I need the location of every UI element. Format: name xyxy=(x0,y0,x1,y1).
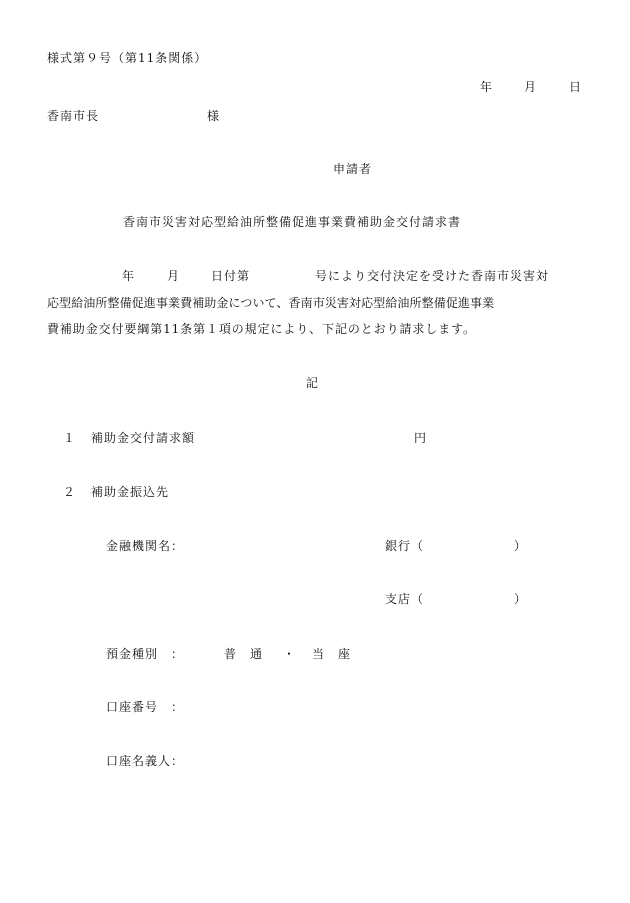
body-line3: 費補助金交付要綱第11条第１項の規定により、下記のとおり請求します。 xyxy=(47,322,476,336)
body-month: 月 xyxy=(167,269,181,283)
bank-close: ） xyxy=(514,539,528,553)
date-day: 日 xyxy=(569,80,583,94)
deposit-option-separator: ・ xyxy=(283,647,297,661)
branch-close: ） xyxy=(514,592,528,606)
item1-label: 補助金交付請求額 xyxy=(91,431,196,445)
date-month: 月 xyxy=(524,80,538,94)
body-year: 年 xyxy=(122,269,136,283)
item2-label: 補助金振込先 xyxy=(91,485,170,499)
bank-label: 銀行（ xyxy=(385,539,425,553)
item2-number: ２ xyxy=(63,485,77,499)
applicant-label: 申請者 xyxy=(333,162,373,176)
deposit-option-futsu: 普 通 xyxy=(224,647,264,661)
deposit-option-toza: 当 座 xyxy=(312,647,352,661)
deposit-type-label: 預金種別 ： xyxy=(106,647,185,661)
account-holder-label: 口座名義人： xyxy=(106,754,185,768)
branch-label: 支店（ xyxy=(385,592,425,606)
addressee-name: 香南市長 xyxy=(47,109,100,123)
item1-unit: 円 xyxy=(414,431,428,445)
ki-heading: 記 xyxy=(306,376,320,390)
form-label: 様式第９号（第11条関係） xyxy=(47,51,208,65)
body-line1-rest: 号により交付決定を受けた香南市災害対 xyxy=(315,269,550,283)
body-dated-no: 日付第 xyxy=(211,269,251,283)
item1-number: １ xyxy=(63,431,77,445)
date-year: 年 xyxy=(480,80,494,94)
addressee-honorific: 様 xyxy=(207,109,221,123)
bank-name-label: 金融機関名： xyxy=(106,539,185,553)
account-number-label: 口座番号 ： xyxy=(106,700,185,714)
body-line2: 応型給油所整備促進事業費補助金について、香南市災害対応型給油所整備促進事業 xyxy=(47,296,495,310)
document-title: 香南市災害対応型給油所整備促進事業費補助金交付請求書 xyxy=(123,215,462,229)
